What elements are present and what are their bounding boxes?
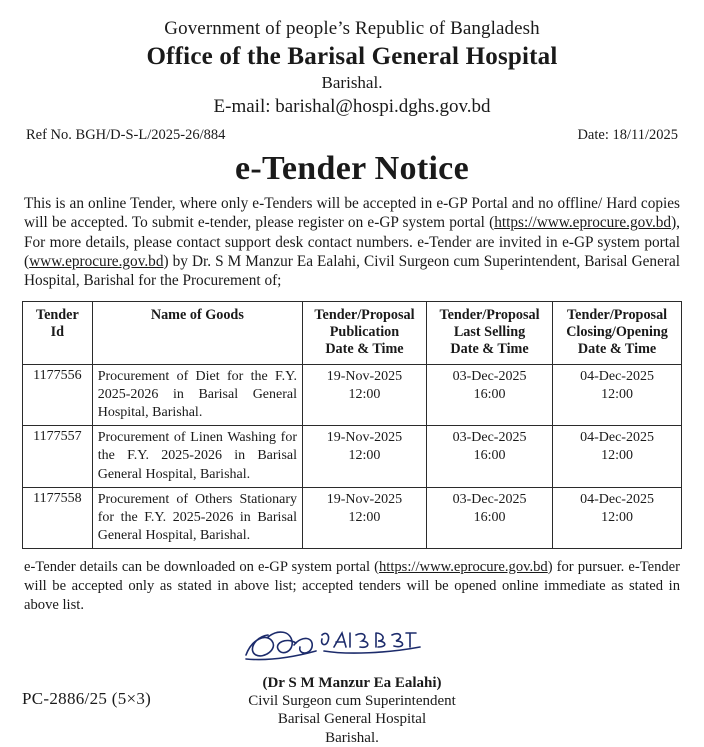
header-line: Id	[50, 324, 65, 341]
header-line: Date & Time	[577, 340, 657, 357]
cell-closing-datetime	[553, 364, 682, 426]
table-row	[23, 426, 682, 488]
table-row	[23, 487, 682, 549]
cell-time: 12:00	[601, 386, 633, 402]
cell-tender-id: 1177556	[23, 364, 93, 426]
office-name: Office of the Barisal General Hospital	[146, 43, 558, 70]
footer-text-part1: e-Tender details can be downloaded on e-GP system portal (	[24, 559, 379, 576]
signature-block	[22, 621, 682, 747]
ref-date-row	[22, 127, 682, 144]
cell-date: 04-Dec-2025	[580, 368, 654, 384]
column-header-name-of-goods	[92, 302, 302, 364]
header-line: Closing/Opening	[566, 324, 668, 341]
cell-date: 04-Dec-2025	[580, 491, 654, 507]
cell-last-selling-datetime	[426, 426, 552, 488]
reference-number: Ref No. BGH/D-S-L/2025-26/884	[26, 127, 226, 143]
cell-tender-id: 1177557	[23, 426, 93, 488]
intro-text-part1: This is an online Tender, where only e-Tenders will be accepted in e-GP Portal and no offline/ Hard copies will be accepted. To submit e-tender, please register on e-GP system portal (	[24, 195, 680, 232]
publication-code: PC-2886/25 (5×3)	[22, 689, 152, 708]
cell-time: 16:00	[473, 448, 506, 464]
table-header-row	[23, 302, 682, 364]
cell-time: 12:00	[601, 448, 633, 464]
cell-time: 12:00	[348, 448, 381, 464]
header-line: Date & Time	[325, 340, 404, 357]
page-title: e-Tender Notice	[235, 150, 469, 187]
cell-date: 04-Dec-2025	[580, 430, 654, 446]
intro-text-part2: ), For more details, please contact support desk contact numbers. e-Tender are invited in e-GP system portal (	[24, 214, 680, 270]
table-row	[23, 364, 682, 426]
cell-date: 19-Nov-2025	[326, 368, 403, 384]
intro-paragraph	[24, 194, 680, 290]
cell-last-selling-datetime	[426, 487, 552, 549]
column-header-tender-id	[23, 302, 93, 364]
header-line: Tender/Proposal	[439, 307, 540, 324]
eprocure-link-1[interactable]: https://www.eprocure.gov.bd	[494, 214, 672, 232]
intro-text-part3: ) by Dr. S M Manzur Ea Ealahi, Civil Surgeon cum Superintendent, Barisal General Hospital, Barishal for the Procurement of;	[24, 252, 680, 290]
cell-closing-datetime	[553, 426, 682, 488]
cell-date: 03-Dec-2025	[452, 491, 527, 507]
tender-table	[22, 301, 682, 549]
header-line: Publication	[329, 324, 400, 341]
handwritten-signature	[22, 621, 644, 673]
signatory-role-line2: Barisal General Hospital	[277, 711, 427, 728]
cell-time: 16:00	[473, 509, 506, 525]
cell-date: 19-Nov-2025	[326, 491, 403, 507]
signatory-name: (Dr S M Manzur Ea Ealahi)	[262, 675, 442, 692]
eprocure-link-2[interactable]: www.eprocure.gov.bd	[29, 252, 164, 270]
government-line: Government of people’s Republic of Bangladesh	[164, 18, 540, 39]
notice-date: Date: 18/11/2025	[577, 127, 678, 143]
cell-time: 12:00	[601, 509, 633, 525]
cell-publication-datetime	[303, 487, 427, 549]
cell-closing-datetime	[553, 487, 682, 549]
header-line: Name of Goods	[150, 307, 244, 324]
header-line: Tender/Proposal	[566, 307, 668, 324]
cell-name-of-goods: Procurement of Diet for the F.Y. 2025-2026 in Barisal General Hospital, Barishal.	[92, 364, 302, 426]
office-email: E-mail: barishal@hospi.dghs.gov.bd	[213, 96, 491, 117]
signatory-role-line1: Civil Surgeon cum Superintendent	[248, 693, 456, 710]
header-line: Tender	[35, 307, 79, 324]
header-line: Last Selling	[453, 324, 526, 341]
office-location: Barishal.	[321, 73, 383, 92]
footer-note	[24, 558, 680, 615]
column-header-publication-date	[303, 302, 427, 364]
column-header-last-selling-date	[426, 302, 552, 364]
header-line: Tender/Proposal	[314, 307, 415, 324]
column-header-closing-opening-date	[553, 302, 682, 364]
cell-time: 12:00	[348, 386, 381, 402]
cell-publication-datetime	[303, 364, 427, 426]
cell-time: 16:00	[473, 386, 506, 402]
cell-last-selling-datetime	[426, 364, 552, 426]
cell-tender-id: 1177558	[23, 487, 93, 549]
cell-publication-datetime	[303, 426, 427, 488]
header-line: Date & Time	[450, 340, 529, 357]
cell-time: 12:00	[348, 509, 381, 525]
signatory-role-line3: Barishal.	[325, 729, 379, 746]
cell-date: 19-Nov-2025	[326, 430, 403, 446]
cell-date: 03-Dec-2025	[452, 430, 527, 446]
cell-name-of-goods: Procurement of Linen Washing for the F.Y. 2025-2026 in Barisal General Hospital, Barishal.	[92, 426, 302, 488]
cell-date: 03-Dec-2025	[452, 368, 527, 384]
cell-name-of-goods: Procurement of Others Stationary for the F.Y. 2025-2026 in Barisal General Hospital, Barishal.	[92, 487, 302, 549]
footer-text-part2: ) for pursuer. e-Tender will be accepted only as stated in above list; accepted tenders will be opened online immediate as stated in above list.	[24, 559, 680, 614]
eprocure-link-3[interactable]: https://www.eprocure.gov.bd	[378, 559, 548, 576]
